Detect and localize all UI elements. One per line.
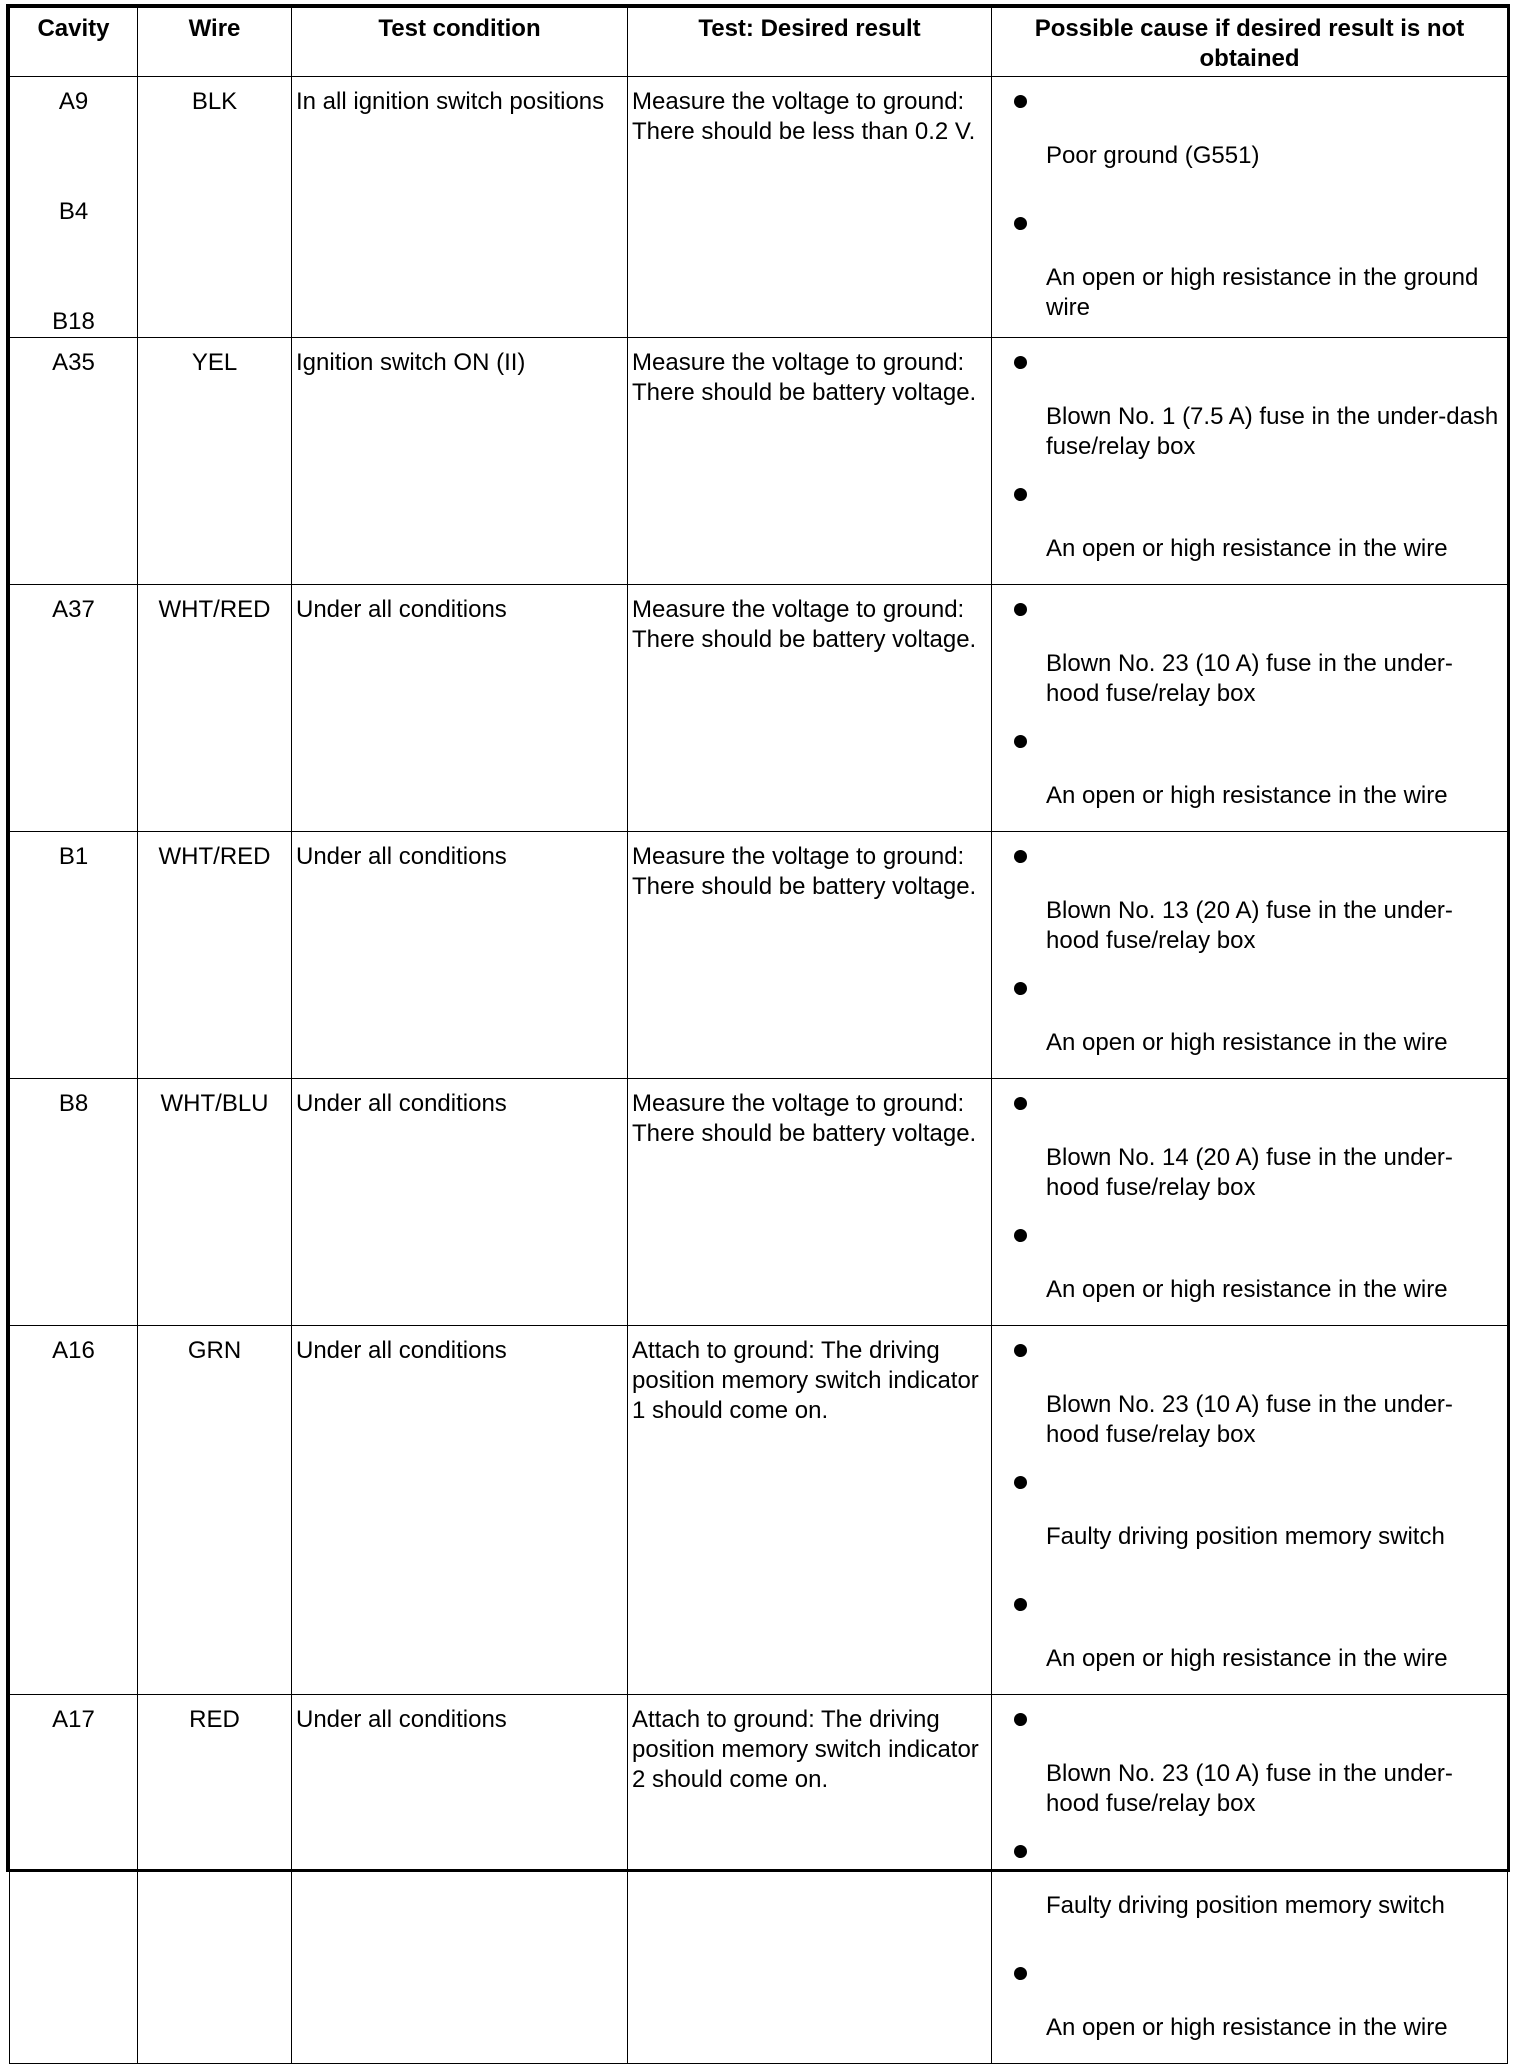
- cause-text: Blown No. 1 (7.5 A) fuse in the under-dash fuse/relay box: [1046, 403, 1499, 460]
- cavity-number: B18: [52, 308, 95, 335]
- header-desired-result: Test: Desired result: [628, 8, 992, 77]
- cause-item: [996, 1336, 1503, 1450]
- wire-color: YEL: [138, 338, 292, 585]
- bullet-icon: [1014, 217, 1027, 230]
- header-wire: Wire: [138, 8, 292, 77]
- bullet-icon: [1014, 1229, 1027, 1242]
- possible-causes-cell: [992, 77, 1508, 338]
- wire-color: WHT/BLU: [138, 1079, 292, 1326]
- bullet-icon: [1014, 1713, 1027, 1726]
- cause-item: [996, 87, 1503, 191]
- cause-text: Blown No. 14 (20 A) fuse in the under-hood fuse/relay box: [1046, 1144, 1453, 1201]
- cause-text: Blown No. 13 (20 A) fuse in the under-hood fuse/relay box: [1046, 897, 1453, 954]
- cavity-cell: [10, 77, 138, 338]
- possible-causes-cell: [992, 832, 1508, 1079]
- table-row: [10, 77, 1508, 338]
- wire-color: BLK: [138, 77, 292, 338]
- bullet-icon: [1014, 1967, 1027, 1980]
- bullet-icon: [1014, 603, 1027, 616]
- header-possible-cause: Possible cause if desired result is not obtained: [992, 8, 1508, 77]
- cause-text: An open or high resistance in the wire: [1046, 1029, 1448, 1056]
- cause-list: [996, 595, 1503, 831]
- cause-item: [996, 1837, 1503, 1941]
- header-test-condition: Test condition: [292, 8, 628, 77]
- wire-color: RED: [138, 1695, 292, 2064]
- bullet-icon: [1014, 488, 1027, 501]
- table-row: [10, 585, 1508, 832]
- cause-item: [996, 1468, 1503, 1572]
- bullet-icon: [1014, 982, 1027, 995]
- cavity-cell: [10, 1326, 138, 1695]
- test-condition: In all ignition switch positions: [292, 77, 628, 338]
- header-cavity: Cavity: [10, 8, 138, 77]
- cavity-number: B4: [58, 198, 89, 225]
- cavity-number: B8: [58, 1090, 89, 1117]
- cause-item: [996, 842, 1503, 956]
- table-row: [10, 1079, 1508, 1326]
- cause-text: Blown No. 23 (10 A) fuse in the under-hood fuse/relay box: [1046, 1391, 1453, 1448]
- cavity-number: A35: [52, 349, 95, 376]
- test-condition: Under all conditions: [292, 1079, 628, 1326]
- possible-causes-cell: [992, 585, 1508, 832]
- cause-item: [996, 1221, 1503, 1325]
- test-condition: Ignition switch ON (II): [292, 338, 628, 585]
- cause-item: [996, 1959, 1503, 2063]
- cause-text: An open or high resistance in the wire: [1046, 1276, 1448, 1303]
- cause-item: [996, 480, 1503, 584]
- cavity-number: A17: [52, 1706, 95, 1733]
- table-row: [10, 832, 1508, 1079]
- cause-list: [996, 1089, 1503, 1325]
- cause-text: An open or high resistance in the wire: [1046, 1645, 1448, 1672]
- test-condition: Under all conditions: [292, 585, 628, 832]
- cause-item: [996, 209, 1503, 323]
- cavity-cell: [10, 585, 138, 832]
- test-condition: Under all conditions: [292, 1326, 628, 1695]
- table-row: [10, 1326, 1508, 1695]
- desired-result: Measure the voltage to ground: There should be battery voltage.: [628, 338, 992, 585]
- cause-list: [996, 1705, 1503, 2063]
- cavity-number: B1: [58, 843, 89, 870]
- cause-list: [996, 87, 1503, 323]
- cavity-cell: [10, 832, 138, 1079]
- cause-item: [996, 1590, 1503, 1694]
- bullet-icon: [1014, 95, 1027, 108]
- cause-text: Blown No. 23 (10 A) fuse in the under-hood fuse/relay box: [1046, 1760, 1453, 1817]
- bullet-icon: [1014, 850, 1027, 863]
- cause-list: [996, 1336, 1503, 1694]
- bullet-icon: [1014, 1344, 1027, 1357]
- desired-result: Measure the voltage to ground: There should be less than 0.2 V.: [628, 77, 992, 338]
- cause-text: An open or high resistance in the ground wire: [1046, 264, 1479, 321]
- cause-item: [996, 1089, 1503, 1203]
- bullet-icon: [1014, 735, 1027, 748]
- wire-color: WHT/RED: [138, 585, 292, 832]
- cause-item: [996, 727, 1503, 831]
- cause-list: [996, 842, 1503, 1078]
- possible-causes-cell: [992, 1326, 1508, 1695]
- cause-text: Poor ground (G551): [1046, 142, 1260, 169]
- wire-color: WHT/RED: [138, 832, 292, 1079]
- possible-causes-cell: [992, 338, 1508, 585]
- cause-item: [996, 595, 1503, 709]
- possible-causes-cell: [992, 1079, 1508, 1326]
- table-row: [10, 1695, 1508, 2064]
- cause-text: An open or high resistance in the wire: [1046, 535, 1448, 562]
- header-row: [10, 8, 1508, 77]
- cause-item: [996, 348, 1503, 462]
- bullet-icon: [1014, 1476, 1027, 1489]
- cause-text: Faulty driving position memory switch: [1046, 1892, 1445, 1919]
- cavity-number: A37: [52, 596, 95, 623]
- cause-item: [996, 974, 1503, 1078]
- diagnostic-sheet: [6, 4, 1510, 2041]
- cavity-cell: [10, 1695, 138, 2064]
- terminal-test-table: [9, 7, 1508, 2064]
- cavity-number: A9: [58, 88, 89, 115]
- bullet-icon: [1014, 356, 1027, 369]
- desired-result: Measure the voltage to ground: There should be battery voltage.: [628, 585, 992, 832]
- bullet-icon: [1014, 1097, 1027, 1110]
- test-condition: Under all conditions: [292, 1695, 628, 2064]
- bullet-icon: [1014, 1845, 1027, 1858]
- cause-text: Blown No. 23 (10 A) fuse in the under-hood fuse/relay box: [1046, 650, 1453, 707]
- cause-text: An open or high resistance in the wire: [1046, 782, 1448, 809]
- desired-result: Measure the voltage to ground: There should be battery voltage.: [628, 832, 992, 1079]
- cavity-cell: [10, 1079, 138, 1326]
- desired-result: Attach to ground: The driving position memory switch indicator 2 should come on.: [628, 1695, 992, 2064]
- desired-result: Attach to ground: The driving position memory switch indicator 1 should come on.: [628, 1326, 992, 1695]
- cavity-number: A16: [52, 1337, 95, 1364]
- possible-causes-cell: [992, 1695, 1508, 2064]
- test-condition: Under all conditions: [292, 832, 628, 1079]
- desired-result: Measure the voltage to ground: There should be battery voltage.: [628, 1079, 992, 1326]
- cavity-cell: [10, 338, 138, 585]
- wire-color: GRN: [138, 1326, 292, 1695]
- cause-item: [996, 1705, 1503, 1819]
- cause-text: Faulty driving position memory switch: [1046, 1523, 1445, 1550]
- table-row: [10, 338, 1508, 585]
- bullet-icon: [1014, 1598, 1027, 1611]
- cause-text: An open or high resistance in the wire: [1046, 2014, 1448, 2041]
- cause-list: [996, 348, 1503, 584]
